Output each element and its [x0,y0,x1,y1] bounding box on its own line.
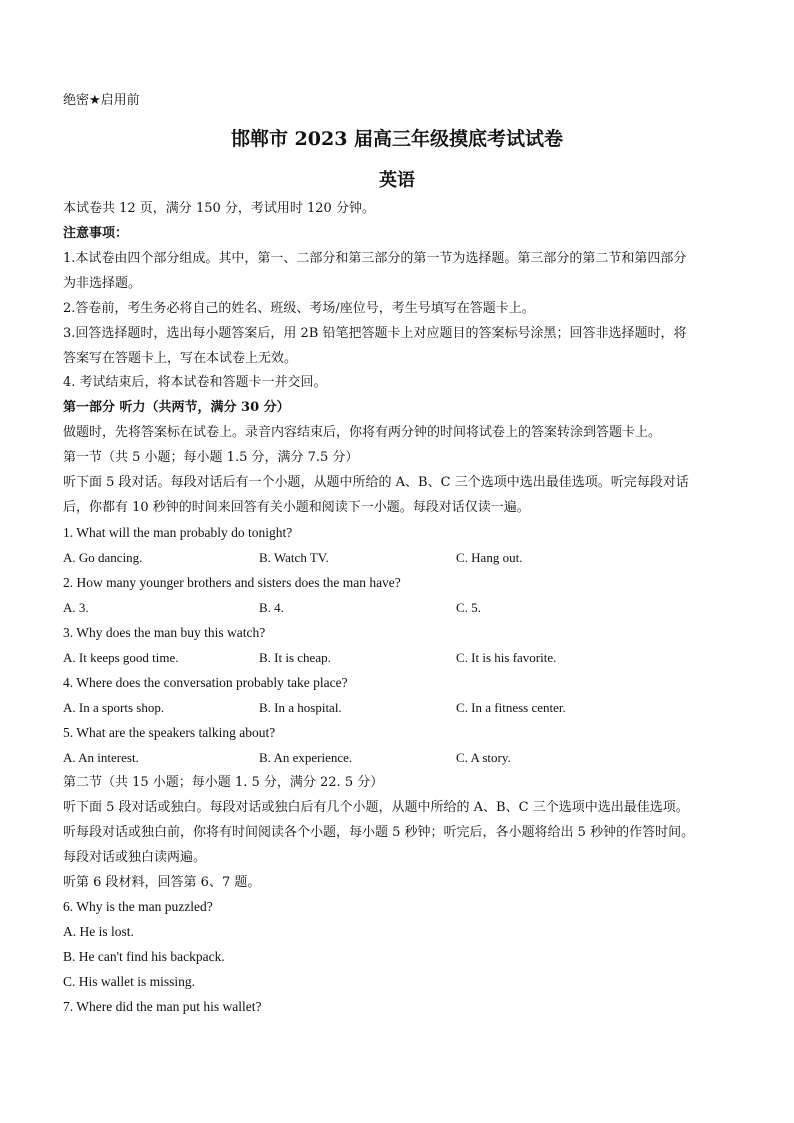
question-3-option-a: A. It keeps good time. [63,650,179,665]
part1-instruction: 做题时，先将答案标在试卷上。录音内容结束后，你将有两分钟的时间将试卷上的答案转涂到答题卡上。 [63,425,662,440]
section1-desc-line-1: 听下面 5 段对话。每段对话后有一个小题，从题中所给的 A、B、C 三个选项中选出最佳选项。听完每段对话 [63,475,689,490]
question-5-option-a: A. An interest. [63,750,139,765]
question-3-option-c: C. It is his favorite. [456,650,557,665]
material-6-label: 听第 6 段材料，回答第 6、7 题。 [63,875,261,890]
note-2: 2.答卷前，考生务必将自己的姓名、班级、考场/座位号，考生号填写在答题卡上。 [63,301,535,316]
note-1-line-2: 为非选择题。 [63,276,142,291]
question-2-option-c: C. 5. [456,600,481,615]
question-3: 3. Why does the man buy this watch? [63,625,266,640]
question-4-option-b: B. In a hospital. [259,700,342,715]
question-6: 6. Why is the man puzzled? [63,899,213,914]
notes-heading: 注意事项： [63,226,129,241]
question-6-option-c: C. His wallet is missing. [63,974,196,989]
note-3-line-2: 答案写在答题卡上，写在本试卷上无效。 [63,351,298,366]
question-2-option-b: B. 4. [259,600,284,615]
section2-heading: 第二节（共 15 小题；每小题 1. 5 分，满分 22. 5 分） [63,775,384,790]
question-1-option-a: A. Go dancing. [63,550,143,565]
question-7: 7. Where did the man put his wallet? [63,999,262,1014]
question-5-option-b: B. An experience. [259,750,353,765]
question-4-option-c: C. In a fitness center. [456,700,566,715]
question-6-option-b: B. He can't find his backpack. [63,949,225,964]
subject-title: 英语 [379,170,415,191]
question-1: 1. What will the man probably do tonight? [63,525,293,540]
exam-title: 邯郸市 2023 届高三年级摸底考试试卷 [230,128,564,150]
question-3-option-b: B. It is cheap. [259,650,331,665]
section2-desc-line-1: 听下面 5 段对话或独白。每段对话或独白后有几个小题，从题中所给的 A、B、C 三个选项中选出最佳选项。 [63,800,689,815]
intro-text: 本试卷共 12 页，满分 150 分，考试用时 120 分钟。 [63,201,375,216]
question-4: 4. Where does the conversation probably take place? [63,675,348,690]
question-2-option-a: A. 3. [63,600,89,615]
question-1-option-c: C. Hang out. [456,550,523,565]
confidential-label: 绝密★启用前 [63,93,140,108]
question-6-option-a: A. He is lost. [63,924,134,939]
note-4: 4. 考试结束后，将本试卷和答题卡一并交回。 [63,375,327,390]
question-2: 2. How many younger brothers and sisters does the man have? [63,575,401,590]
note-3-line-1: 3.回答选择题时，选出每小题答案后，用 2B 铅笔把答题卡上对应题目的答案标号涂黑；回答非选择题时，将 [63,326,687,341]
section2-desc-line-3: 每段对话或独白读两遍。 [63,850,207,865]
section2-desc-line-2: 听每段对话或独白前，你将有时间阅读各个小题，每小题 5 秒钟；听完后，各小题将给出 5 秒钟的作答时间。 [63,825,695,840]
note-1-line-1: 1.本试卷由四个部分组成。其中，第一、二部分和第三部分的第一节为选择题。第三部分的第二节和第四部分 [63,251,687,266]
section1-heading: 第一节（共 5 小题；每小题 1.5 分，满分 7.5 分） [63,450,359,465]
question-1-option-b: B. Watch TV. [259,550,329,565]
question-5-option-c: C. A story. [456,750,511,765]
question-4-option-a: A. In a sports shop. [63,700,165,715]
question-5: 5. What are the speakers talking about? [63,725,276,740]
part1-heading: 第一部分 听力（共两节，满分 30 分） [63,400,290,415]
section1-desc-line-2: 后，你都有 10 秒钟的时间来回答有关小题和阅读下一小题。每段对话仅读一遍。 [63,500,530,515]
